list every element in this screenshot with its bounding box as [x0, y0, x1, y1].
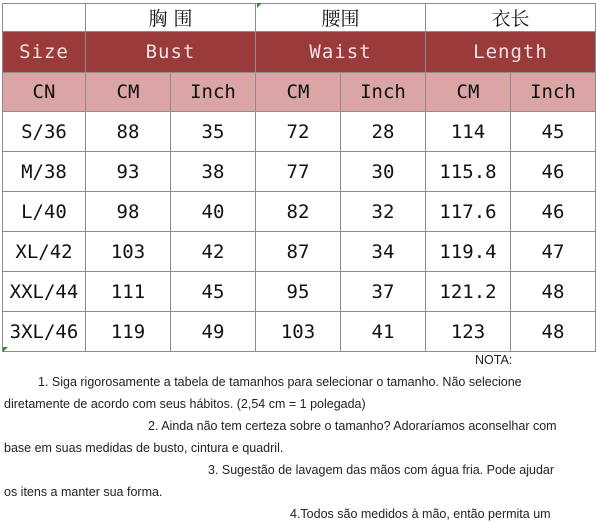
- length-inch-cell: 46: [511, 192, 596, 232]
- waist-cm-cell: 77: [256, 152, 341, 192]
- note-line: 2. Ainda não tem certeza sobre o tamanho? Adoraríamos aconselhar com: [148, 419, 557, 433]
- header-waist: Waist: [256, 32, 426, 73]
- length-inch-cell: 48: [511, 312, 596, 352]
- bust-inch-cell: 42: [171, 232, 256, 272]
- bust-inch-cell: 40: [171, 192, 256, 232]
- unit-header-waist-inch: Inch: [341, 73, 426, 112]
- length-inch-cell: 46: [511, 152, 596, 192]
- unit-header-bust-inch: Inch: [171, 73, 256, 112]
- size-cell: XXL/44: [3, 272, 86, 312]
- note-line: 3. Sugestão de lavagem das mãos com água fria. Pode ajudar: [208, 463, 555, 477]
- size-cell: XL/42: [3, 232, 86, 272]
- length-cm-cell: 115.8: [426, 152, 511, 192]
- length-cm-cell: 121.2: [426, 272, 511, 312]
- header-length: Length: [426, 32, 596, 73]
- bust-cm-cell: 88: [86, 112, 171, 152]
- waist-inch-cell: 28: [341, 112, 426, 152]
- chinese-header-row: [3, 4, 596, 32]
- corner-mark: [3, 347, 8, 352]
- english-header-row: [3, 32, 596, 73]
- bust-inch-cell: 38: [171, 152, 256, 192]
- table-row: [3, 152, 596, 192]
- bust-cm-cell: 111: [86, 272, 171, 312]
- waist-cm-cell: 103: [256, 312, 341, 352]
- table-row: [3, 112, 596, 152]
- waist-cm-cell: 72: [256, 112, 341, 152]
- unit-header-row: [3, 73, 596, 112]
- waist-inch-cell: 32: [341, 192, 426, 232]
- bust-cm-cell: 119: [86, 312, 171, 352]
- unit-header-waist-cm: CM: [256, 73, 341, 112]
- bust-inch-cell: 45: [171, 272, 256, 312]
- length-inch-cell: 48: [511, 272, 596, 312]
- waist-inch-cell: 34: [341, 232, 426, 272]
- size-cell: M/38: [3, 152, 86, 192]
- waist-cm-cell: 82: [256, 192, 341, 232]
- waist-inch-cell: 41: [341, 312, 426, 352]
- length-cm-cell: 114: [426, 112, 511, 152]
- table-row: [3, 232, 596, 272]
- unit-header-cn: CN: [3, 73, 86, 112]
- waist-cm-cell: 95: [256, 272, 341, 312]
- notes-title: NOTA:: [475, 353, 513, 367]
- length-cm-cell: 119.4: [426, 232, 511, 272]
- cn-header-waist: 腰围: [256, 4, 426, 32]
- size-cell: 3XL/46: [3, 312, 86, 352]
- corner-mark: [257, 3, 262, 8]
- unit-header-length-inch: Inch: [511, 73, 596, 112]
- bust-cm-cell: 103: [86, 232, 171, 272]
- header-bust: Bust: [86, 32, 256, 73]
- note-line: 4.Todos são medidos à mão, então permita um: [290, 507, 551, 521]
- bust-inch-cell: 49: [171, 312, 256, 352]
- cn-header-bust: 胸 围: [86, 4, 256, 32]
- unit-header-bust-cm: CM: [86, 73, 171, 112]
- note-line: base em suas medidas de busto, cintura e quadril.: [4, 441, 284, 455]
- bust-inch-cell: 35: [171, 112, 256, 152]
- header-size: Size: [3, 32, 86, 73]
- note-line: diretamente de acordo com seus hábitos. (2,54 cm = 1 polegada): [4, 397, 366, 411]
- unit-header-length-cm: CM: [426, 73, 511, 112]
- length-inch-cell: 45: [511, 112, 596, 152]
- waist-inch-cell: 37: [341, 272, 426, 312]
- cn-header-length: 衣长: [426, 4, 596, 32]
- size-chart-table: [2, 3, 596, 352]
- length-cm-cell: 123: [426, 312, 511, 352]
- bust-cm-cell: 93: [86, 152, 171, 192]
- bust-cm-cell: 98: [86, 192, 171, 232]
- table-row: [3, 312, 596, 352]
- length-inch-cell: 47: [511, 232, 596, 272]
- note-line: 1. Siga rigorosamente a tabela de tamanhos para selecionar o tamanho. Não selecione: [38, 375, 522, 389]
- waist-inch-cell: 30: [341, 152, 426, 192]
- table-row: [3, 272, 596, 312]
- note-line: os itens a manter sua forma.: [4, 485, 163, 499]
- table-row: [3, 192, 596, 232]
- size-cell: S/36: [3, 112, 86, 152]
- waist-cm-cell: 87: [256, 232, 341, 272]
- cn-header-size: [3, 4, 86, 32]
- length-cm-cell: 117.6: [426, 192, 511, 232]
- size-cell: L/40: [3, 192, 86, 232]
